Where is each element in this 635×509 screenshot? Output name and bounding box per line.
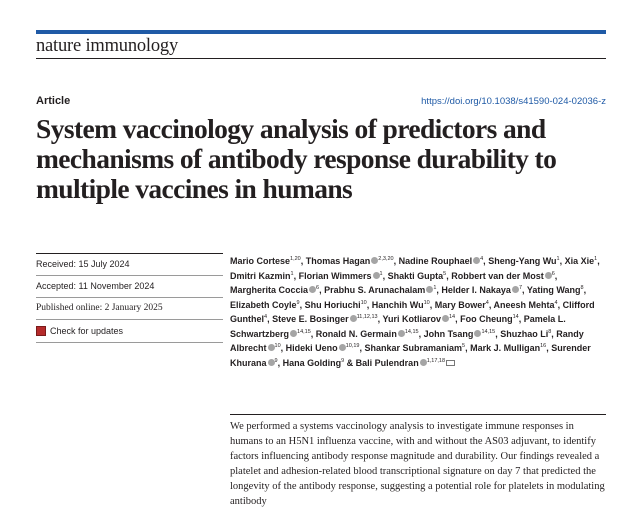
article-type-label: Article	[36, 95, 71, 107]
author-name[interactable]: Thomas Hagan	[305, 256, 371, 266]
author-affiliation: 16	[540, 343, 547, 349]
author-affiliation: 1,17,18	[426, 357, 446, 364]
author-name[interactable]: Steve E. Bosinger	[272, 314, 349, 324]
check-for-updates-button[interactable]	[36, 320, 223, 343]
author-affiliation: 7	[518, 285, 522, 291]
author-affiliation: 1	[290, 270, 294, 277]
author-name[interactable]: Yuri Kotliarov	[382, 314, 441, 324]
email-icon[interactable]	[446, 360, 455, 366]
journal-header-bar	[36, 30, 606, 34]
author-name[interactable]: Shuzhao Li	[500, 328, 549, 339]
journal-name: nature immunology	[36, 36, 179, 56]
article-title: System vaccinology analysis of predictors and mechanisms of antibody response durability to multiple vaccines in humans	[36, 113, 557, 204]
author-affiliation: 10,19	[345, 343, 360, 349]
orcid-icon[interactable]	[512, 286, 519, 293]
author-affiliation: 1,20	[290, 256, 301, 262]
author-affiliation: 9	[296, 299, 300, 306]
publication-dates	[36, 253, 223, 343]
accepted-date: Accepted: 11 November 2024	[36, 276, 223, 298]
orcid-icon[interactable]	[339, 344, 346, 351]
author-list: Mario Cortese$^{1,20}$, Thomas Hagan $^{2,3,20}$, Nadine Rouphael $^4$, Sheng-Yang Wu$^1$, Xia Xie$^1$, Dmitri Kazmin$^1$, Florian Wimmers $^1$, Shakti Gupta$^5$, Robbert van der Most $^6$, Margherita Coccia $^6$, Prabhu S. Arunachalam $^1$, Helder I. Nakaya $^7$, Yating Wang$^8$, Elizabeth Coyle$^9$, Shu Horiuchi$^{10}$, Hanchih Wu$^{10}$, Mary Bower$^4$, Aneesh Mehta$^4$, Clifford Gunthel$^4$, Steve E. Bosinger $^{11,12,13}$, Yuri Kotliarov $^{14}$, Foo Cheung$^{14}$, Pamela L. Schwartzberg $^{14,15}$, Ronald N. Germain $^{14,15}$, John Tsang $^{14,15}$, Shuzhao Li$^8$, Randy Albrecht $^{10}$, Hideki Ueno $^{10,19}$, Shankar Subramaniam$^5$, Mark J. Mulligan$^{16}$, Surender Khurana $^9$, Hana Golding$^9$ & Bali Pulendran $^{1,17,18}$	[230, 256, 600, 368]
author-name[interactable]: Helder I. Nakaya	[441, 285, 511, 295]
author-name[interactable]: Shakti Gupta	[387, 270, 444, 281]
author-name[interactable]: Prabhu S. Arunachalam	[324, 285, 426, 295]
orcid-icon[interactable]	[373, 272, 380, 279]
author-affiliation: 14	[448, 314, 456, 320]
check-for-updates-icon	[36, 326, 46, 336]
author-affiliation: 10	[423, 299, 430, 306]
author-name[interactable]: Nadine Rouphael	[398, 256, 473, 266]
author-name[interactable]: Aneesh Mehta	[493, 299, 555, 310]
author-name[interactable]: Robbert van der Most	[451, 270, 544, 281]
author-affiliation: 8	[580, 285, 584, 291]
author-affiliation: 14,15	[297, 328, 311, 335]
author-name[interactable]: Mary Bower	[434, 299, 486, 310]
author-affiliation: 1	[594, 256, 598, 262]
author-affiliation: 1	[556, 256, 560, 262]
orcid-icon[interactable]	[268, 344, 275, 351]
author-name[interactable]: Foo Cheung	[460, 314, 513, 324]
orcid-icon[interactable]	[309, 286, 316, 293]
author-name[interactable]: John Tsang	[423, 328, 474, 339]
author-name[interactable]: Shankar Subramaniam	[364, 343, 462, 353]
author-affiliation: 10	[360, 299, 367, 306]
author-name[interactable]: Ronald N. Germain	[315, 328, 397, 339]
orcid-icon[interactable]	[545, 272, 552, 279]
author-name[interactable]: Hideki Ueno	[285, 343, 338, 353]
author-name[interactable]: Hana Golding	[282, 357, 342, 368]
received-date: Received: 15 July 2024	[36, 253, 223, 276]
author-affiliation: 4	[480, 256, 484, 262]
check-for-updates-label: Check for updates	[50, 326, 124, 336]
orcid-icon[interactable]	[350, 315, 357, 322]
author-affiliation: 14	[512, 314, 519, 320]
author-name[interactable]: Clifford Gunthel	[230, 299, 595, 324]
orcid-icon[interactable]	[290, 330, 297, 337]
orcid-icon[interactable]	[442, 315, 449, 322]
author-affiliation: 4	[554, 299, 558, 306]
author-affiliation: 14,15	[404, 328, 419, 335]
author-affiliation: 1	[433, 285, 437, 291]
published-date: Published online: 2 January 2025	[36, 298, 223, 320]
author-name[interactable]: Pamela L. Schwartzberg	[230, 314, 566, 339]
author-name[interactable]: Sheng-Yang Wu	[488, 256, 557, 266]
abstract-text: We performed a systems vaccinology analysis to investigate immune responses in humans to an H5N1 influenza vaccine, with and without the AS03 adjuvant, to identify factors influencing antibody response magnitude and durability. Our findings revealed a platelet and adhesion-related blood transcriptional signature on day 7 that predicted the longevity of the antibody response, suggesting a potential role for platelets in modulating antibody	[230, 421, 605, 507]
author-affiliation: 11,12,13	[356, 314, 378, 320]
author-name[interactable]: Randy Albrecht	[230, 328, 584, 353]
orcid-icon[interactable]	[268, 359, 275, 366]
author-name[interactable]: Mark J. Mulligan	[470, 343, 541, 353]
author-name[interactable]: Hanchih Wu	[371, 299, 424, 310]
author-affiliation: 8	[548, 328, 552, 335]
author-affiliation: 5	[462, 343, 466, 349]
author-name[interactable]: Elizabeth Coyle	[230, 299, 297, 310]
author-name[interactable]: Shu Horiuchi	[304, 299, 361, 310]
abstract-divider	[230, 414, 606, 415]
author-affiliation: 10	[274, 343, 281, 349]
author-affiliation: 14,15	[481, 328, 496, 335]
author-affiliation: 5	[443, 270, 447, 277]
author-name[interactable]: Dmitri Kazmin	[230, 270, 291, 281]
author-name[interactable]: Mario Cortese	[230, 256, 291, 266]
author-name[interactable]: Xia Xie	[564, 256, 595, 266]
author-affiliation: 9	[274, 357, 278, 364]
author-affiliation: 2,3,20	[378, 256, 394, 262]
author-affiliation: 9	[341, 357, 345, 364]
header-divider	[36, 58, 606, 59]
doi-link[interactable]: https://doi.org/10.1038/s41590-024-02036-z	[421, 96, 606, 107]
author-name[interactable]: Yating Wang	[526, 285, 581, 295]
author-affiliation: 4	[485, 299, 489, 306]
author-name[interactable]: Surender Khurana	[230, 343, 591, 368]
orcid-icon[interactable]	[420, 359, 427, 366]
author-affiliation: 6	[316, 285, 320, 291]
author-name[interactable]: Margherita Coccia	[230, 285, 309, 295]
author-affiliation: 1	[379, 270, 383, 277]
orcid-icon[interactable]	[398, 330, 405, 337]
author-affiliation: 6	[551, 270, 555, 277]
author-name[interactable]: Florian Wimmers	[298, 270, 372, 281]
author-name[interactable]: Bali Pulendran	[355, 357, 419, 368]
author-affiliation: 4	[264, 314, 268, 320]
